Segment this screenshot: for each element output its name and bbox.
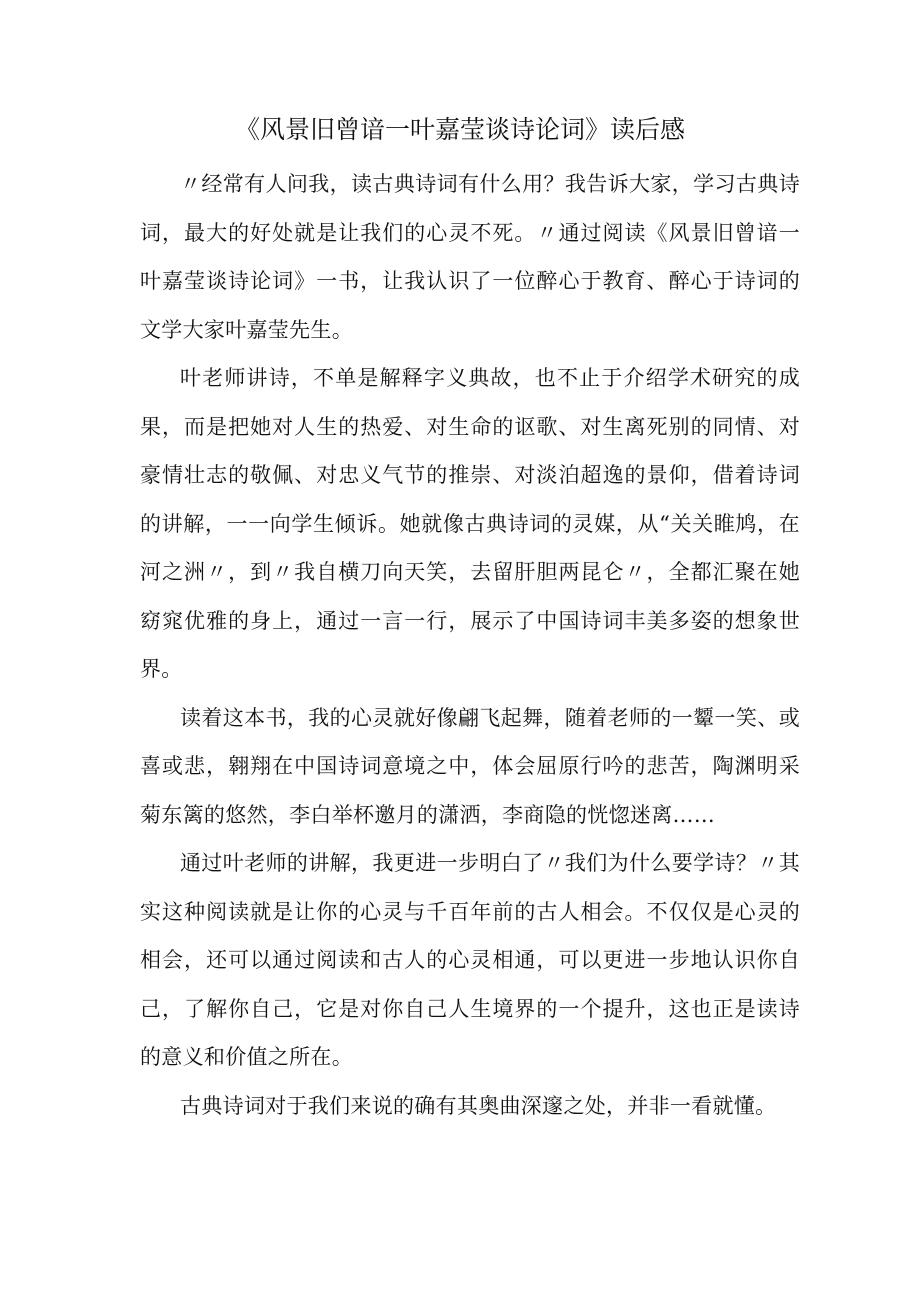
- paragraph-3: 读着这本书，我的心灵就好像翩飞起舞，随着老师的一颦一笑、或喜或悲，翱翔在中国诗词意境之中，体会屈原行吟的悲苦，陶渊明采菊东篱的悠然，李白举杯邀月的潇洒，李商隐的恍惚迷离……: [140, 705, 800, 827]
- document-body: [140, 160, 800, 1130]
- paragraph-4: 通过叶老师的讲解，我更进一步明白了〃我们为什么要学诗？〃其实这种阅读就是让你的心灵与千百年前的古人相会。不仅仅是心灵的相会，还可以通过阅读和古人的心灵相通，可以更进一步地认识你自己，了解你自己，它是对你自己人生境界的一个提升，这也正是读诗的意义和价值之所在。: [140, 851, 800, 1069]
- paragraph-5: 古典诗词对于我们来说的确有其奥曲深邃之处，并非一看就懂。: [180, 1093, 777, 1118]
- document-title: 《风景旧曾谙一叶嘉莹谈诗论词》读后感: [234, 115, 685, 144]
- paragraph-1: 〃经常有人问我，读古典诗词有什么用？我告诉大家，学习古典诗词，最大的好处就是让我们的心灵不死。〃通过阅读《风景旧曾谙一叶嘉莹谈诗论词》一书，让我认识了一位醉心于教育、醉心于诗词的文学大家叶嘉莹先生。: [140, 172, 800, 342]
- paragraph-2: 叶老师讲诗，不单是解释字义典故，也不止于介绍学术研究的成果，而是把她对人生的热爱、对生命的讴歌、对生离死别的同情、对豪情壮志的敬佩、对忠义气节的推崇、对淡泊超逸的景仰，借着诗词的讲解，一一向学生倾诉。她就像古典诗词的灵媒，从“关关睢鸠，在河之洲〃，到〃我自横刀向天笑，去留肝胆两昆仑〃，全都汇聚在她窈窕优雅的身上，通过一言一行，展示了中国诗词丰美多姿的想象世界。: [140, 366, 800, 681]
